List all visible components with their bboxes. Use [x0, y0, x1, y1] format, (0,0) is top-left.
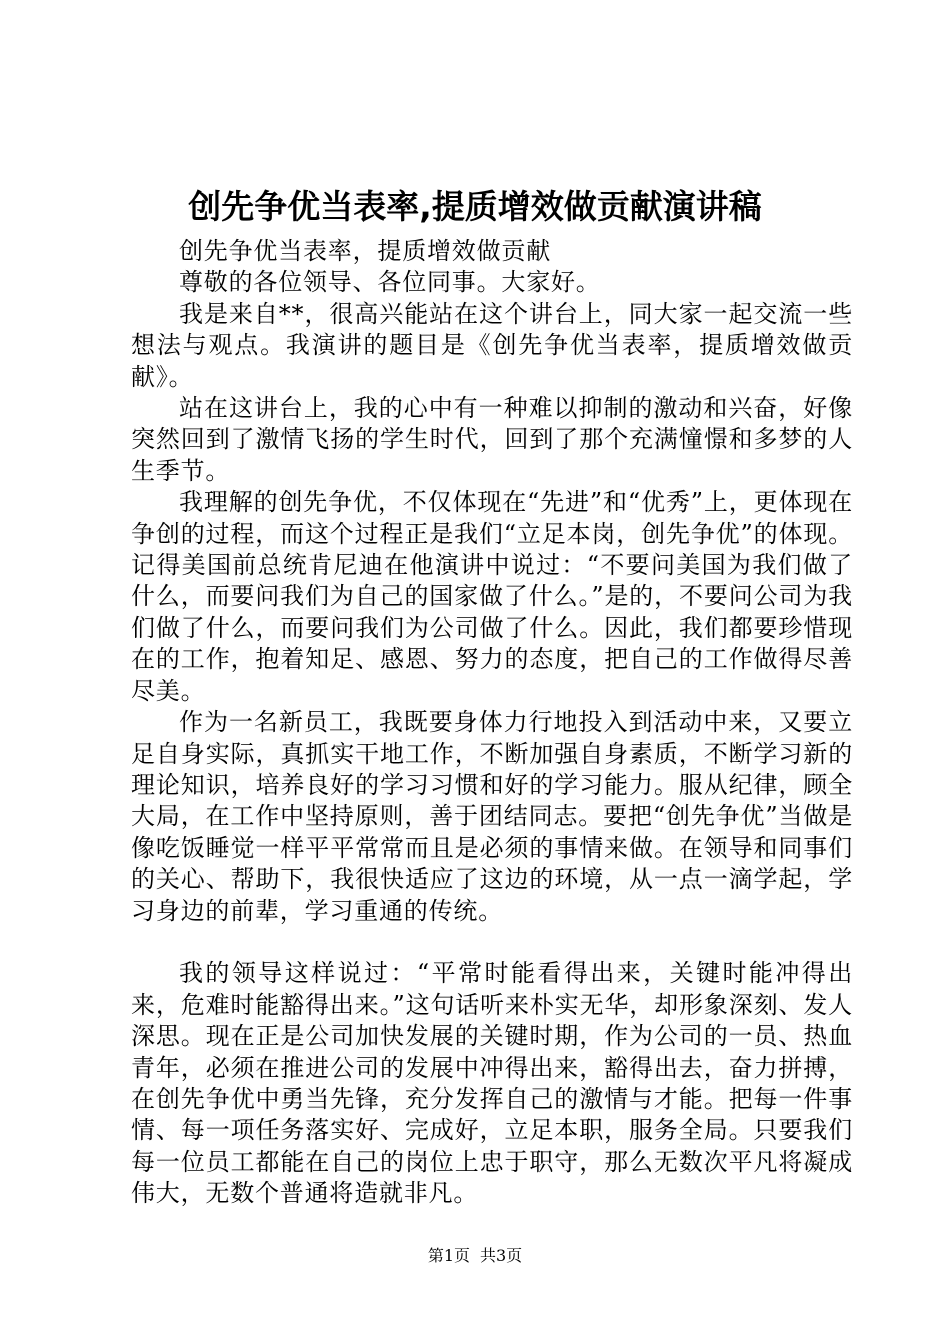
body-paragraph-3: 作为一名新员工，我既要身体力行地投入到活动中来，又要立足自身实际，真抓实干地工作，不断加强自身素质，不断学习新的理论知识，培养良好的学习习惯和好的学习能力。服从纪律，顾全大局，在工作中坚持原则，善于团结同志。要把“创先争优”当做是像吃饭睡觉一样平平常常而且是必须的事情来做。在领导和同事们的关心、帮助下，我很快适应了这边的环境，从一点一滴学起，学习身边的前辈，学习重通的传统。 — [131, 708, 853, 925]
subtitle-paragraph: 创先争优当表率，提质增效做贡献 — [179, 237, 551, 265]
document-body — [131, 236, 853, 1210]
page-number-current: 第1页 — [427, 1246, 470, 1265]
body-paragraph-4: 我的领导这样说过：“平常时能看得出来，关键时能冲得出来，危难时能豁得出来。”这句话听来朴实无华，却形象深刻、发人深思。现在正是公司加快发展的关键时期，作为公司的一员、热血青年，必须在推进公司的发展中冲得出来，豁得出去，奋力拼搏，在创先争优中勇当先锋，充分发挥自己的激情与才能。把每一件事情、每一项任务落实好、完成好，立足本职，服务全局。只要我们每一位员工都能在自己的岗位上忠于职守，那么无数次平凡将凝成伟大，无数个普通将造就非凡。 — [131, 959, 853, 1208]
body-paragraph-2: 我理解的创先争优，不仅体现在“先进”和“优秀”上，更体现在争创的过程，而这个过程正是我们“立足本岗，创先争优”的体现。记得美国前总统肯尼迪在他演讲中说过：“不要问美国为我们做了什么，而要问我们为自己的国家做了什么。”是的，不要问公司为我们做了什么，而要问我们为公司做了什么。因此，我们都要珍惜现在的工作，抱着知足、感恩、努力的态度，把自己的工作做得尽善尽美。 — [131, 488, 853, 705]
page-footer — [0, 1245, 950, 1267]
greeting-paragraph: 尊敬的各位领导、各位同事。大家好。 — [179, 268, 601, 297]
body-paragraph-1: 站在这讲台上，我的心中有一种难以抑制的激动和兴奋，好像突然回到了激情飞扬的学生时代，回到了那个充满憧憬和多梦的人生季节。 — [131, 394, 853, 485]
document-title: 创先争优当表率,提质增效做贡献演讲稿 — [188, 187, 762, 226]
page-number-total: 共3页 — [480, 1246, 523, 1265]
intro-paragraph: 我是来自**，很高兴能站在这个讲台上，同大家一起交流一些想法与观点。我演讲的题目是《创先争优当表率，提质增效做贡献》。 — [131, 299, 853, 391]
